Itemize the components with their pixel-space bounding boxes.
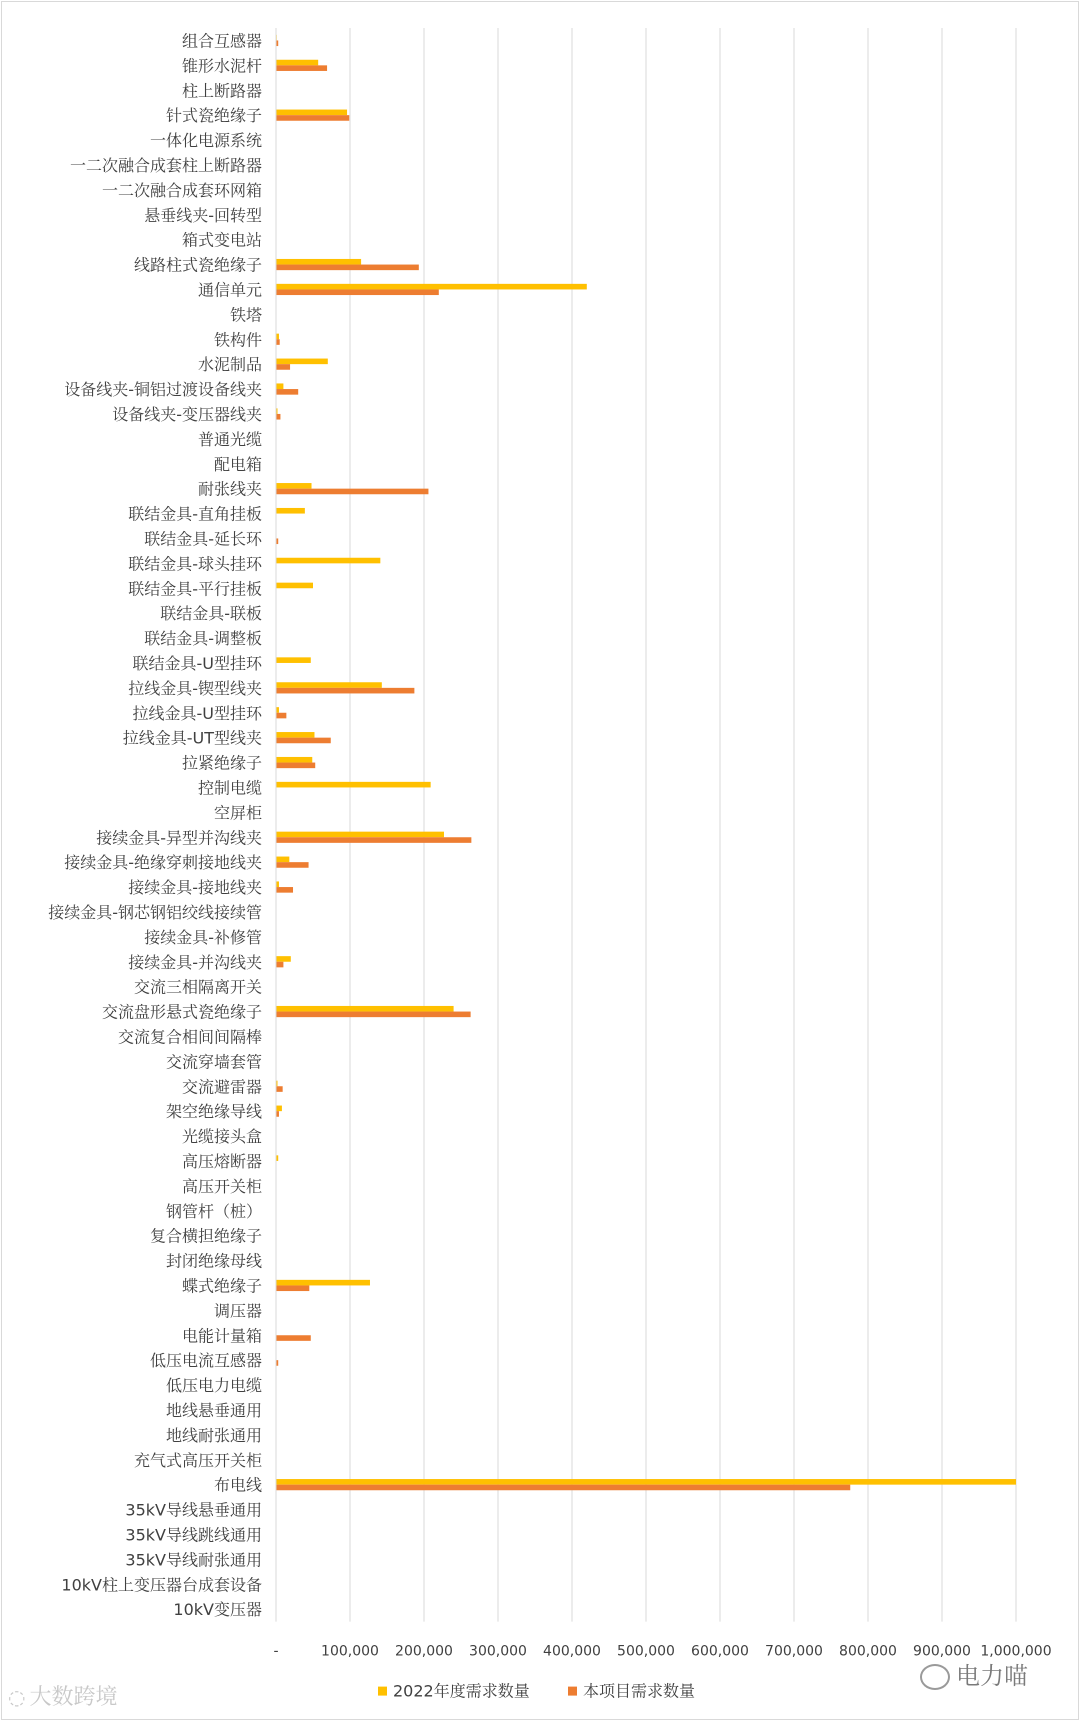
legend-label: 2022年度需求数量 (393, 1681, 530, 1701)
category-label: 电能计量箱 (181, 1326, 262, 1346)
bar (276, 763, 315, 769)
category-label: 交流三相隔离开关 (133, 977, 262, 997)
category-label: 低压电力电缆 (165, 1376, 262, 1396)
category-label: 设备线夹-铜铝过渡设备线夹 (64, 380, 262, 400)
chart-frame (1, 1, 1079, 1720)
category-label: 接续金具-补修管 (144, 927, 262, 947)
category-label: 蝶式绝缘子 (181, 1276, 262, 1296)
bar (276, 782, 431, 788)
x-tick-label: 1,000,000 (980, 1643, 1052, 1660)
category-label: 钢管杆（桩） (165, 1201, 262, 1221)
category-label: 通信单元 (197, 280, 262, 300)
category-label: 架空绝缘导线 (165, 1102, 262, 1122)
x-tick-label: 700,000 (765, 1643, 823, 1660)
bar (276, 483, 312, 489)
bar (276, 389, 298, 395)
category-label: 10kV柱上变压器台成套设备 (61, 1575, 262, 1595)
watermark-right-text: 电力喵 (956, 1662, 1028, 1690)
category-label: 交流盘形悬式瓷绝缘子 (101, 1002, 262, 1022)
watermark-left-text: 大数跨境 (29, 1685, 118, 1710)
bar (276, 962, 283, 968)
bar (276, 508, 305, 514)
bar (276, 284, 587, 290)
category-label: 普通光缆 (197, 429, 262, 449)
category-label: 交流复合相间间隔棒 (117, 1027, 262, 1047)
category-label: 一二次融合成套柱上断路器 (69, 155, 262, 175)
bar (276, 757, 312, 763)
category-label: 一二次融合成套环网箱 (101, 180, 262, 200)
x-tick-label: 100,000 (321, 1643, 379, 1660)
bar (276, 558, 380, 564)
bar (276, 265, 419, 271)
bar (276, 1012, 471, 1018)
bar (276, 1086, 283, 1092)
category-label: 封闭绝缘母线 (165, 1251, 262, 1271)
bar (276, 414, 280, 420)
bar (276, 115, 349, 121)
grid-lines (350, 28, 1016, 1622)
category-label: 联结金具-联板 (160, 604, 262, 624)
category-label: 控制电缆 (197, 778, 262, 798)
bar (276, 1006, 454, 1012)
category-label: 地线耐张通用 (165, 1425, 262, 1445)
bar (276, 688, 414, 694)
bar (276, 1335, 311, 1341)
category-label: 线路柱式瓷绝缘子 (133, 255, 262, 275)
category-label: 联结金具-延长环 (144, 529, 262, 549)
category-label: 悬垂线夹-回转型 (144, 205, 262, 225)
bar (276, 289, 439, 295)
bar (276, 956, 291, 962)
bar (276, 339, 280, 345)
category-label: 铁塔 (229, 305, 262, 325)
logo-icon: ◌ (8, 1685, 26, 1709)
bar (276, 259, 361, 265)
category-label: 联结金具-U型挂环 (132, 653, 262, 673)
category-label: 高压熔断器 (181, 1151, 262, 1171)
wechat-icon (920, 1664, 950, 1690)
bar (276, 837, 471, 843)
bar (276, 732, 314, 738)
category-label: 35kV导线悬垂通用 (125, 1500, 262, 1520)
category-label: 35kV导线跳线通用 (125, 1525, 262, 1545)
category-label: 光缆接头盒 (181, 1127, 262, 1147)
bar (276, 832, 444, 838)
category-label: 10kV变压器 (173, 1600, 262, 1620)
category-label: 柱上断路器 (181, 81, 262, 101)
bar (276, 713, 286, 719)
category-label: 箱式变电站 (181, 230, 262, 250)
category-label: 接续金具-并沟线夹 (128, 952, 262, 972)
x-tick-label: 800,000 (839, 1643, 897, 1660)
category-label: 拉紧绝缘子 (181, 753, 262, 773)
x-tick-label: 900,000 (913, 1643, 971, 1660)
category-label: 接续金具-绝缘穿刺接地线夹 (64, 853, 262, 873)
category-label: 联结金具-球头挂环 (128, 554, 262, 574)
bar (276, 583, 313, 589)
bar (276, 1479, 1016, 1485)
category-label: 水泥制品 (197, 355, 262, 375)
category-label: 一体化电源系统 (149, 131, 262, 151)
category-label: 低压电流互感器 (149, 1351, 262, 1371)
category-label: 布电线 (213, 1475, 262, 1495)
category-label: 锥形水泥杆 (181, 56, 262, 76)
category-label: 拉线金具-UT型线夹 (122, 728, 262, 748)
category-label: 交流避雷器 (181, 1077, 262, 1097)
category-label: 组合互感器 (181, 31, 262, 51)
bar (276, 383, 283, 389)
category-label: 充气式高压开关柜 (133, 1450, 262, 1470)
legend-label: 本项目需求数量 (583, 1681, 696, 1701)
bar (276, 1285, 309, 1291)
bar-chart (2, 2, 1078, 1719)
category-label: 联结金具-调整板 (144, 629, 262, 649)
watermark-right (920, 1656, 1028, 1691)
category-label: 复合横担绝缘子 (149, 1226, 262, 1246)
bar (276, 862, 309, 868)
x-tick-label: 300,000 (469, 1643, 527, 1660)
bar (276, 857, 289, 863)
category-label: 调压器 (213, 1301, 262, 1321)
category-label: 耐张线夹 (197, 479, 262, 499)
category-label: 35kV导线耐张通用 (125, 1550, 262, 1570)
bar (276, 110, 347, 116)
category-label: 地线悬垂通用 (165, 1400, 262, 1420)
x-tick-label: - (273, 1643, 279, 1660)
category-label: 接续金具-接地线夹 (128, 878, 262, 898)
category-label: 空屏柜 (213, 803, 262, 823)
category-label: 接续金具-异型并沟线夹 (96, 828, 262, 848)
bar (276, 1280, 370, 1286)
category-label: 接续金具-钢芯钢铝绞线接续管 (48, 902, 262, 922)
category-label: 设备线夹-变压器线夹 (112, 404, 262, 424)
bar (276, 1106, 282, 1112)
bar (276, 65, 327, 71)
category-label: 高压开关柜 (181, 1176, 262, 1196)
bar (276, 887, 293, 893)
category-label: 拉线金具-U型挂环 (132, 703, 262, 723)
bar (276, 738, 331, 744)
x-tick-label: 200,000 (395, 1643, 453, 1660)
bar (276, 60, 318, 66)
category-label: 铁构件 (213, 330, 262, 350)
x-tick-label: 500,000 (617, 1643, 675, 1660)
legend (378, 1682, 695, 1701)
bar (276, 364, 290, 370)
category-label: 拉线金具-锲型线夹 (128, 678, 262, 698)
bar (276, 682, 382, 688)
bar (276, 1485, 850, 1491)
category-label: 交流穿墙套管 (165, 1052, 262, 1072)
legend-swatch (378, 1687, 387, 1696)
bar (276, 657, 311, 663)
category-labels (48, 31, 263, 1619)
category-label: 联结金具-直角挂板 (128, 504, 262, 524)
bar (276, 489, 428, 495)
category-label: 配电箱 (213, 454, 262, 474)
x-tick-label: 600,000 (691, 1643, 749, 1660)
legend-swatch (568, 1687, 577, 1696)
x-tick-label: 400,000 (543, 1643, 601, 1660)
category-label: 针式瓷绝缘子 (165, 106, 262, 126)
watermark-left (8, 1680, 117, 1711)
category-label: 联结金具-平行挂板 (128, 579, 262, 599)
bar (276, 359, 328, 365)
